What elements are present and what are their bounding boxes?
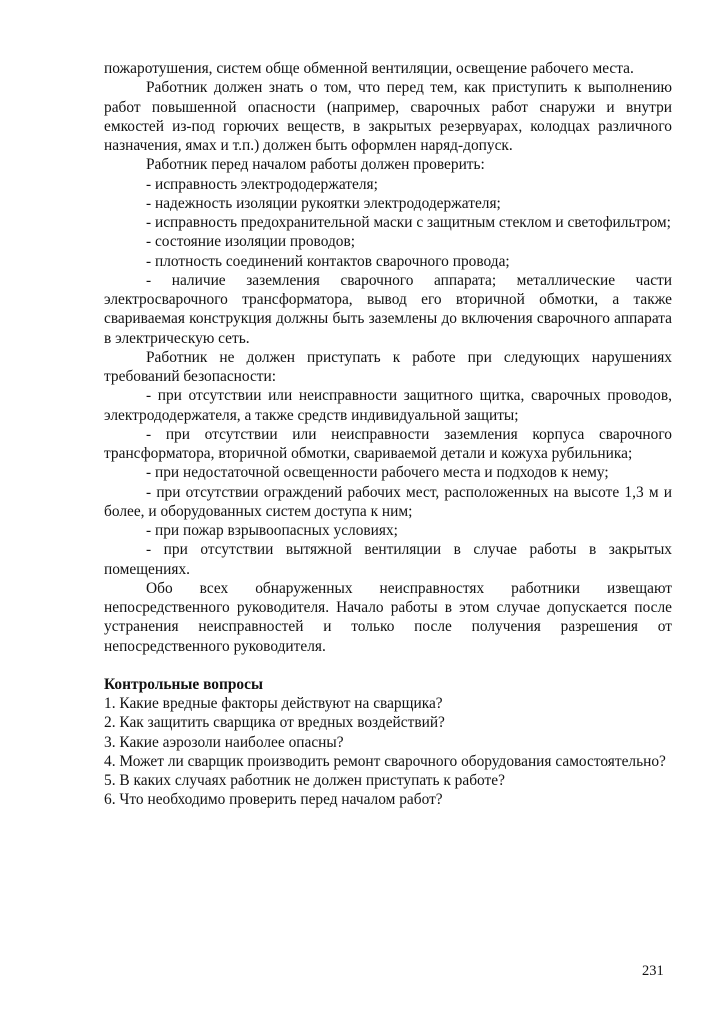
violation-item: - при отсутствии или неисправности заземления корпуса сварочного трансформатора, вторичной обмотки, свариваемой детали и кожуха рубильника; <box>104 425 672 462</box>
check-item: - исправность электрододержателя; <box>146 175 378 193</box>
paragraph-check-intro: Работник перед началом работы должен проверить: <box>146 156 485 174</box>
violation-item: - при отсутствии вытяжной вентиляции в случае работы в закрытых помещениях. <box>104 541 672 578</box>
check-item: - наличие заземления сварочного аппарата; металлические части электросварочного трансформатора, вывод его вторичной обмотки, а также свариваемая конструкция должны быть заземлены до включения сварочного аппарата в электрическую сеть. <box>104 271 672 347</box>
check-item: - состояние изоляции проводов; <box>146 233 356 251</box>
paragraph-report-faults: Обо всех обнаруженных неисправностях работники извещают непосредственного руководителя. Начало работы в этом случае допускается после устранения неисправностей и только после получения разрешения от непосредственного руководителя. <box>104 579 672 655</box>
spacer <box>104 656 672 675</box>
paragraph-violations-intro: Работник не должен приступать к работе при следующих нарушениях требований безопасности: <box>104 348 672 385</box>
violation-item: - при отсутствии или неисправности защитного щитка, сварочных проводов, электрододержателя, а также средств индивидуальной защиты; <box>104 387 672 424</box>
question-item: 4. Может ли сварщик производить ремонт сварочного оборудования самостоятельно? <box>104 752 666 770</box>
violation-item: - при отсутствии ограждений рабочих мест, расположенных на высоте 1,3 м и более, и оборудованных систем доступа к ним; <box>104 483 672 520</box>
question-item: 5. В каких случаях работник не должен приступать к работе? <box>104 772 505 789</box>
check-item: - исправность предохранительной маски с защитным стеклом и светофильтром; <box>146 214 671 231</box>
question-item: 2. Как защитить сварщика от вредных воздействий? <box>104 714 445 732</box>
paragraph-continuation: пожаротушения, систем обще обменной вентиляции, освещение рабочего места. <box>104 60 634 77</box>
paragraph-work-permit: Работник должен знать о том, что перед тем, как приступить к выполнению работ повышенной опасности (например, сварочных работ снаружи и внутри емкостей из-под горючих веществ, в закрытых резервуарах, колодцах различного назначения, ямах и т.п.) должен быть оформлен наряд-допуск. <box>104 79 672 154</box>
section-heading: Контрольные вопросы <box>104 675 263 693</box>
question-item: 1. Какие вредные факторы действуют на сварщика? <box>104 695 443 712</box>
violation-item: - при недостаточной освещенности рабочего места и подходов к нему; <box>146 464 609 482</box>
violation-item: - при пожар взрывоопасных условиях; <box>146 522 398 539</box>
question-item: 6. Что необходимо проверить перед началом работ? <box>104 791 443 809</box>
question-item: 3. Какие аэрозоли наиболее опасны? <box>104 733 344 751</box>
text-column <box>104 59 672 810</box>
page-number: 231 <box>642 963 664 979</box>
check-item: - надежность изоляции рукоятки электрододержателя; <box>146 194 501 212</box>
check-item: - плотность соединений контактов сварочного провода; <box>146 252 510 270</box>
